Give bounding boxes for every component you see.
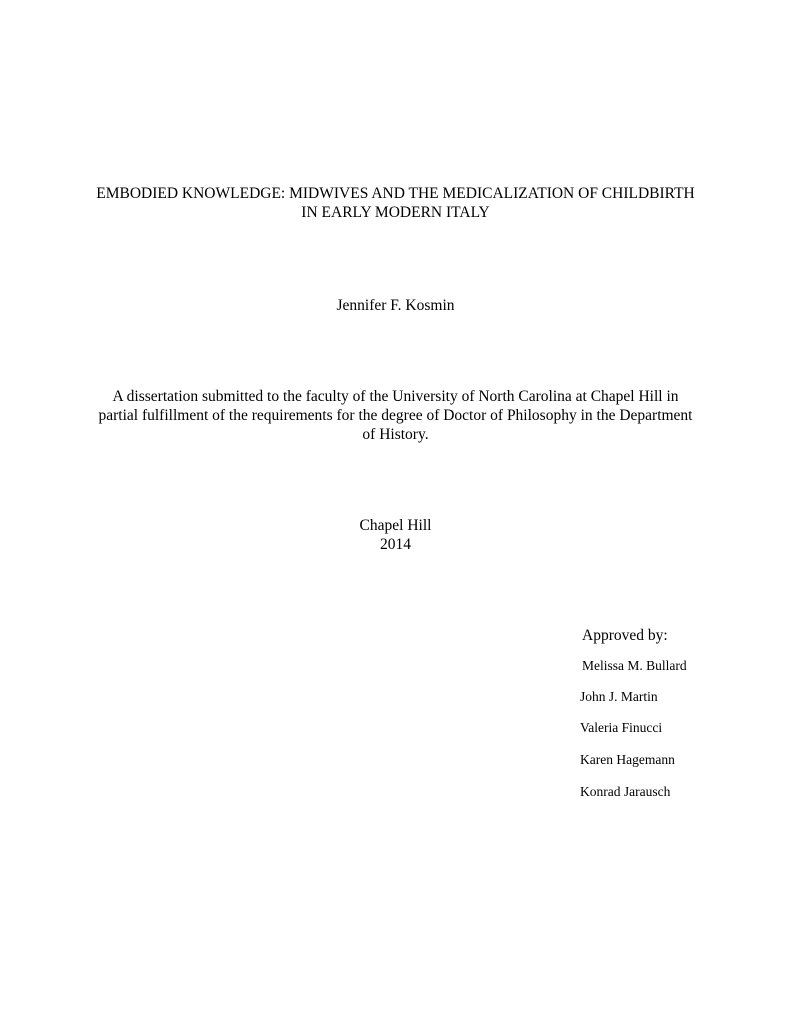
approver-name: Karen Hagemann [580,752,675,767]
title-line-1: EMBODIED KNOWLEDGE: MIDWIVES AND THE MEDICALIZATION OF CHILDBIRTH [96,185,695,202]
title-line-2: IN EARLY MODERN ITALY [301,204,490,221]
author-name: Jennifer F. Kosmin [336,297,455,314]
approver-name: Konrad Jarausch [580,784,671,799]
approver-name: Melissa M. Bullard [582,658,687,673]
degree-statement [70,387,721,444]
approved-by-label: Approved by: [582,627,668,644]
statement-line-3: of History. [362,426,429,443]
place-and-year [60,516,731,554]
approver-name: Valeria Finucci [580,720,663,735]
year: 2014 [380,536,411,553]
dissertation-title [60,184,731,222]
approver-name: John J. Martin [580,689,658,704]
statement-line-2: partial fulfillment of the requirements for the degree of Doctor of Philosophy in the Department [98,407,693,424]
place: Chapel Hill [359,517,432,534]
statement-line-1: A dissertation submitted to the faculty of the University of North Carolina at Chapel Hill in [112,388,679,405]
